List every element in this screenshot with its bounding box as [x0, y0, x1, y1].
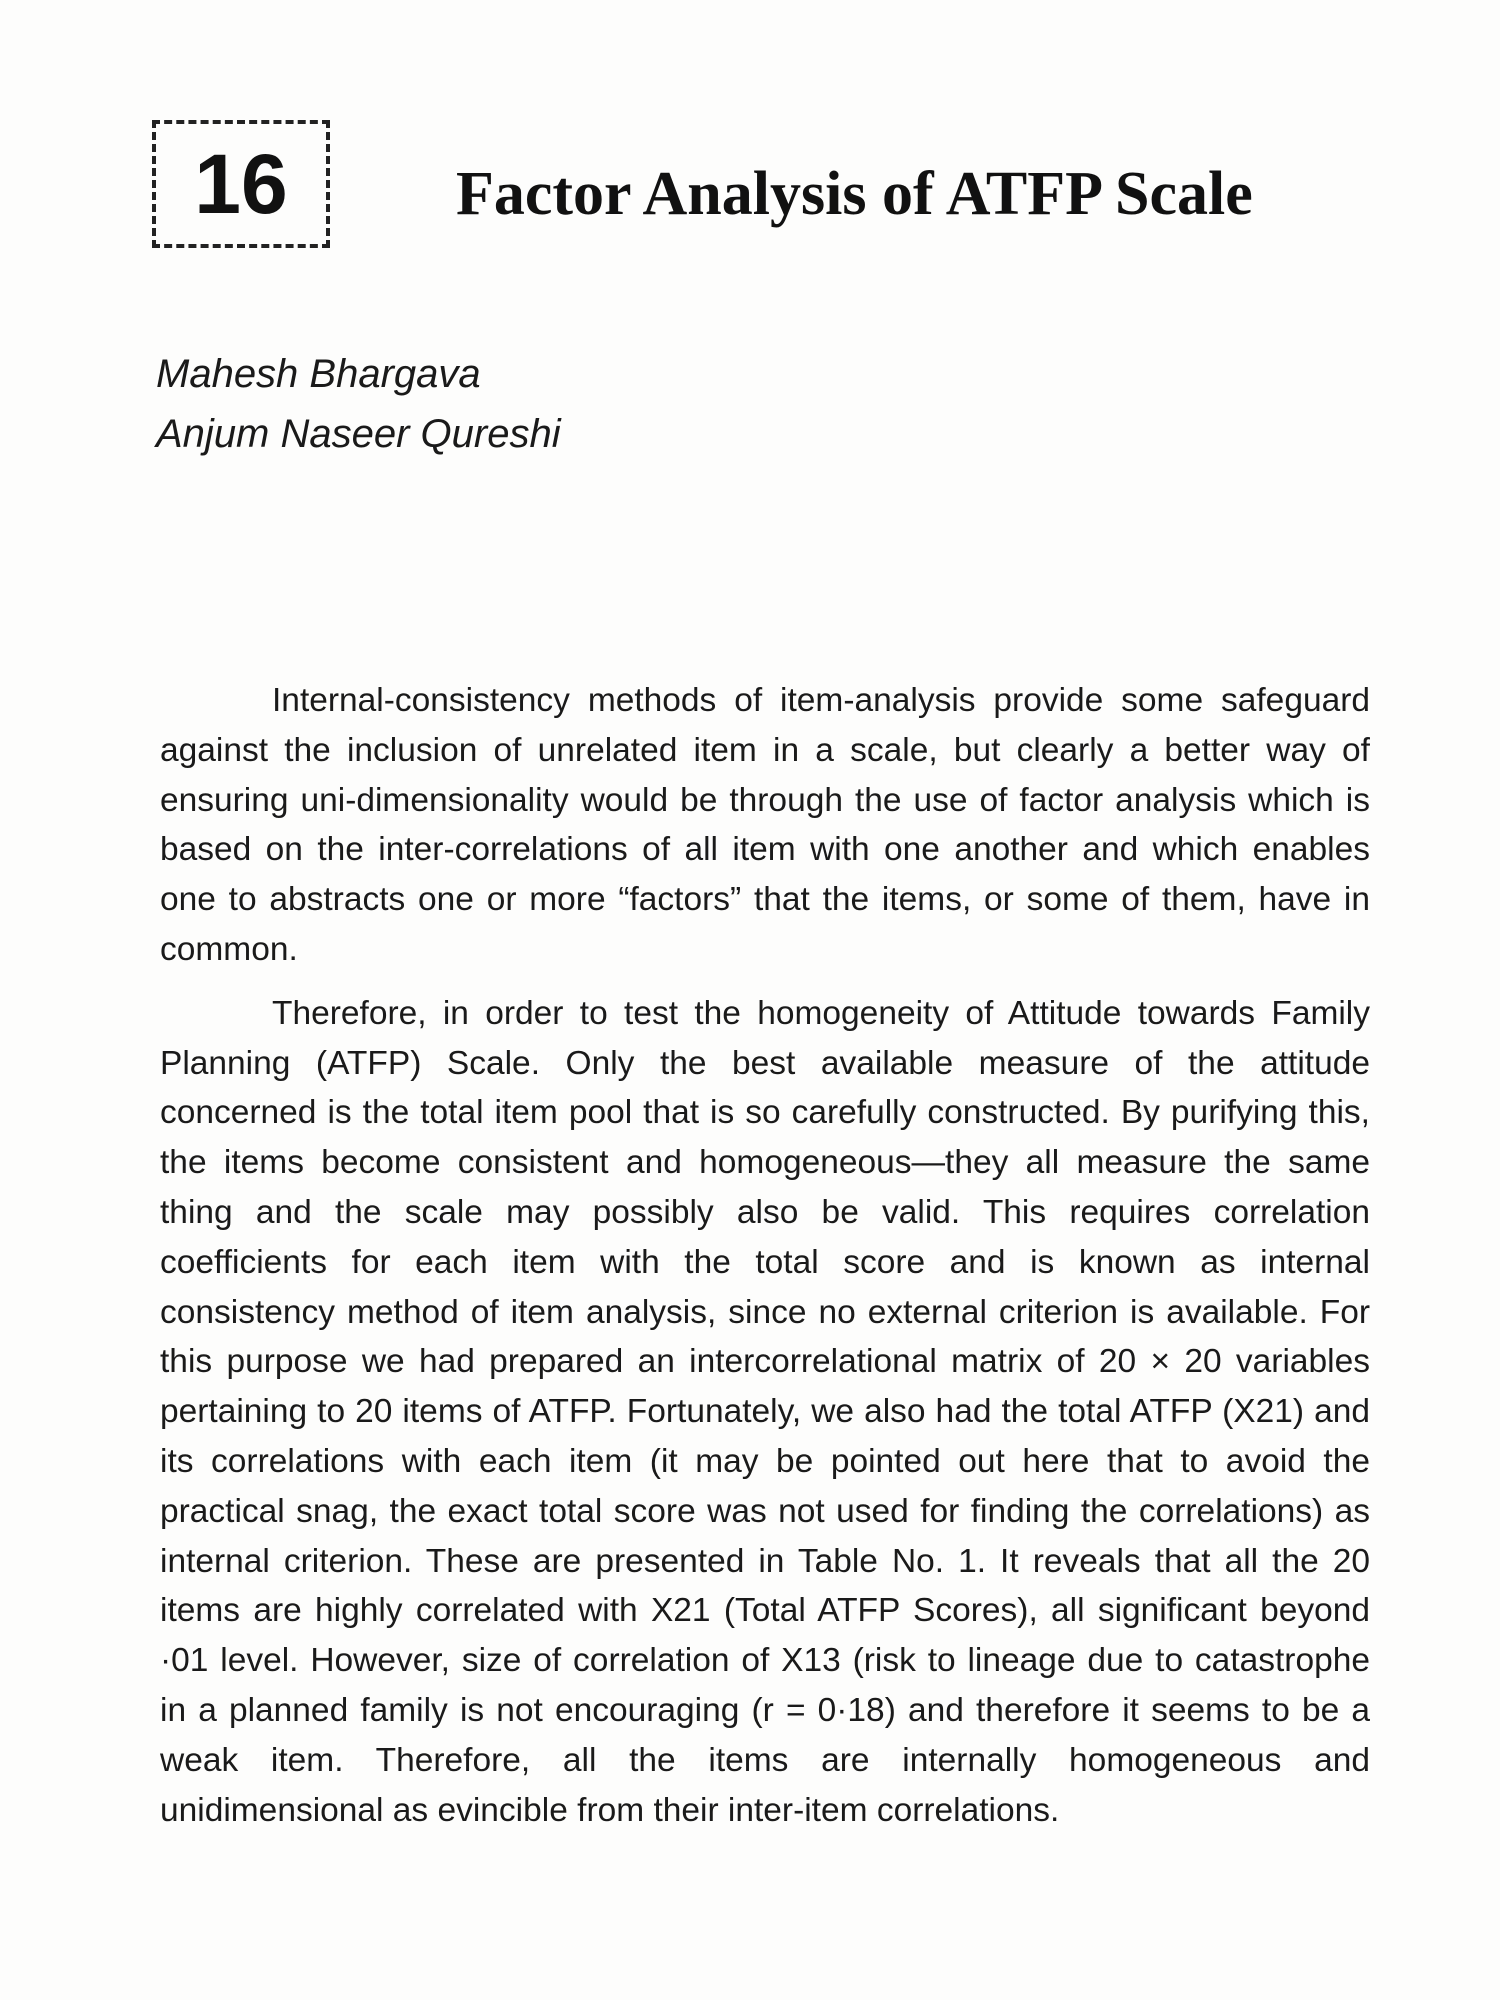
chapter-number: 16 [194, 137, 288, 231]
chapter-title: Factor Analysis of ATFP Scale [456, 159, 1253, 228]
paragraph: Therefore, in order to test the homogeneity of Attitude towards Family Planning (ATFP) Scale. Only the best available measure of the attitude concerned is the total item pool that is so carefully constructed. By purifying this, the items become consistent and homogeneous—they all measure the same thing and the scale may possibly also be valid. This requires correlation coefficients for each item with the total score and is known as internal consistency method of item analysis, since no external criterion is available. For this purpose we had prepared an intercorrelational matrix of 20 × 20 variables pertaining to 20 items of ATFP. Fortunately, we also had the total ATFP (X21) and its correlations with each item (it may be pointed out here that to avoid the practical snag, the exact total score was not used for finding the correlations) as internal criterion. These are presented in Table No. 1. It reveals that all the 20 items are highly correlated with X21 (Total ATFP Scores), all significant beyond ·01 level. However, size of correlation of X13 (risk to lineage due to catastrophe in a planned family is not encouraging (r = 0·18) and therefore it seems to be a weak item. Therefore, all the items are internally homogeneous and unidimensional as evincible from their inter-item correlations. [160, 994, 1370, 1829]
body-text [160, 676, 1370, 1835]
author-list [156, 344, 561, 464]
chapter-number-box [152, 120, 330, 248]
author-name: Anjum Naseer Qureshi [156, 412, 561, 456]
paragraph: Internal-consistency methods of item-analysis provide some safeguard against the inclusion of unrelated item in a scale, but clearly a better way of ensuring uni-dimensionality would be through the use of factor analysis which is based on the inter-correlations of all item with one another and which enables one to abstracts one or more “factors” that the items, or some of them, have in common. [160, 682, 1370, 968]
author-name: Mahesh Bhargava [156, 352, 481, 396]
